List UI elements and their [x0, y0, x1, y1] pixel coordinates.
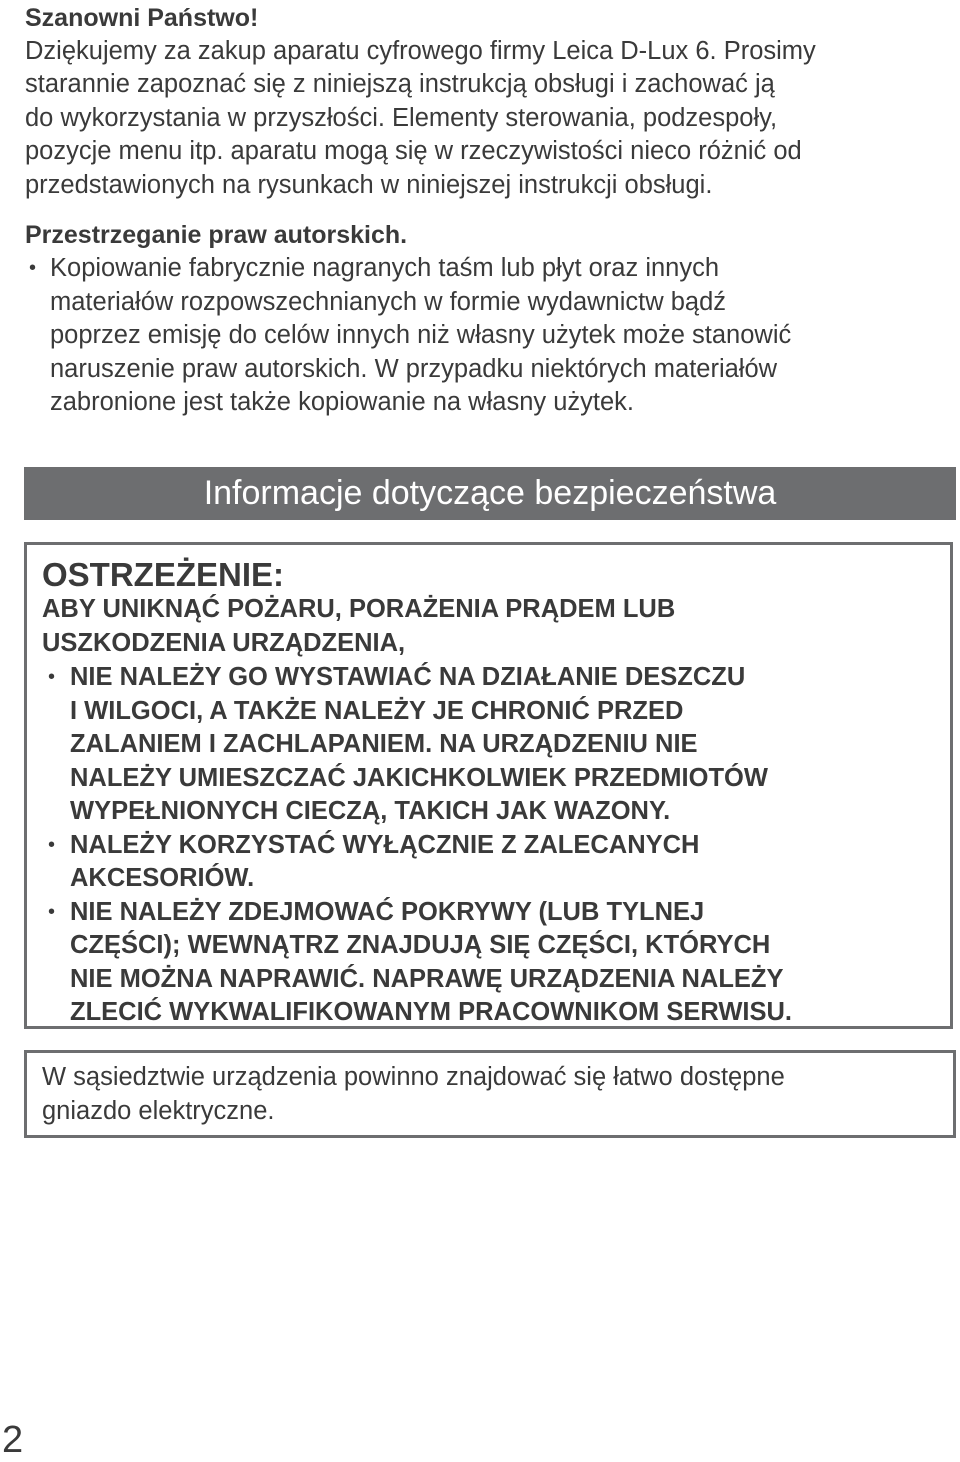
warning-lead — [42, 593, 675, 660]
warning-lead-line: USZKODZENIA URZĄDZENIA, — [42, 628, 406, 657]
warning-list — [42, 661, 942, 1030]
greeting-heading: Szanowni Państwo! — [25, 4, 259, 32]
list-item-line: Kopiowanie fabrycznie nagranych taśm lub płyt oraz innych — [50, 254, 720, 282]
list-item-line: I WILGOCI, A TAKŻE NALEŻY JE CHRONIĆ PRZED — [70, 696, 684, 725]
copyright-heading: Przestrzeganie praw autorskich. — [25, 221, 408, 249]
list-item-line: CZĘŚCI); WEWNĄTRZ ZNAJDUJĄ SIĘ CZĘŚCI, KTÓRYCH — [70, 931, 771, 959]
socket-note-line: gniazdo elektryczne. — [42, 1096, 275, 1125]
intro-line: przedstawionych na rysunkach w niniejszej instrukcji obsługi. — [25, 170, 713, 199]
intro-line: do wykorzystania w przyszłości. Elementy sterowania, podzespoły, — [25, 103, 778, 132]
list-item-line: materiałów rozpowszechnianych w formie wydawnictw bądź — [50, 287, 727, 316]
bullet-icon: • — [29, 257, 37, 279]
intro-line: pozycje menu itp. aparatu mogą się w rzeczywistości nieco różnić od — [25, 137, 802, 166]
bullet-icon: • — [48, 666, 56, 688]
copyright-list — [25, 252, 945, 420]
list-item — [42, 829, 942, 896]
warning-box — [24, 542, 953, 1029]
list-item-line: naruszenie praw autorskich. W przypadku niektórych materiałów — [50, 354, 778, 383]
list-item-line: NIE NALEŻY GO WYSTAWIAĆ NA DZIAŁANIE DESZCZU — [70, 663, 746, 691]
list-item-line: WYPEŁNIONYCH CIECZĄ, TAKICH JAK WAZONY. — [70, 797, 671, 825]
socket-note-box — [24, 1050, 956, 1138]
intro-line: Dziękujemy za zakup aparatu cyfrowego firmy Leica D-Lux 6. Prosimy — [25, 37, 816, 65]
intro-paragraph — [25, 35, 945, 202]
list-item — [42, 661, 942, 829]
list-item-line: AKCESORIÓW. — [70, 864, 255, 892]
list-item-line: zabronione jest także kopiowanie na własny użytek. — [50, 388, 634, 417]
list-item-line: poprzez emisję do celów innych niż własny użytek może stanowić — [50, 321, 792, 350]
safety-section-banner: Informacje dotyczące bezpieczeństwa — [24, 467, 956, 520]
list-item-line: NALEŻY KORZYSTAĆ WYŁĄCZNIE Z ZALECANYCH — [70, 830, 700, 859]
list-item-line: NIE NALEŻY ZDEJMOWAĆ POKRYWY (LUB TYLNEJ — [70, 897, 705, 926]
page-number: 2 — [2, 1419, 24, 1461]
list-item-line: ZLECIĆ WYKWALIFIKOWANYM PRACOWNIKOM SERWISU. — [70, 998, 792, 1026]
list-item — [25, 252, 945, 420]
list-item — [42, 896, 942, 1030]
list-item-line: NIE MOŻNA NAPRAWIĆ. NAPRAWĘ URZĄDZENIA NALEŻY — [70, 964, 784, 993]
list-item-line: NALEŻY UMIESZCZAĆ JAKICHKOLWIEK PRZEDMIOTÓW — [70, 763, 768, 792]
list-item-line: ZALANIEM I ZACHLAPANIEM. NA URZĄDZENIU NIE — [70, 730, 698, 758]
warning-title: OSTRZEŻENIE: — [42, 556, 285, 593]
socket-note-line: W sąsiedztwie urządzenia powinno znajdować się łatwo dostępne — [42, 1063, 785, 1091]
socket-note — [42, 1061, 785, 1128]
intro-line: starannie zapoznać się z niniejszą instrukcją obsługi i zachować ją — [25, 70, 775, 99]
warning-lead-line: ABY UNIKNĄĆ POŻARU, PORAŻENIA PRĄDEM LUB — [42, 595, 676, 623]
bullet-icon: • — [48, 833, 56, 856]
bullet-icon: • — [48, 900, 56, 923]
